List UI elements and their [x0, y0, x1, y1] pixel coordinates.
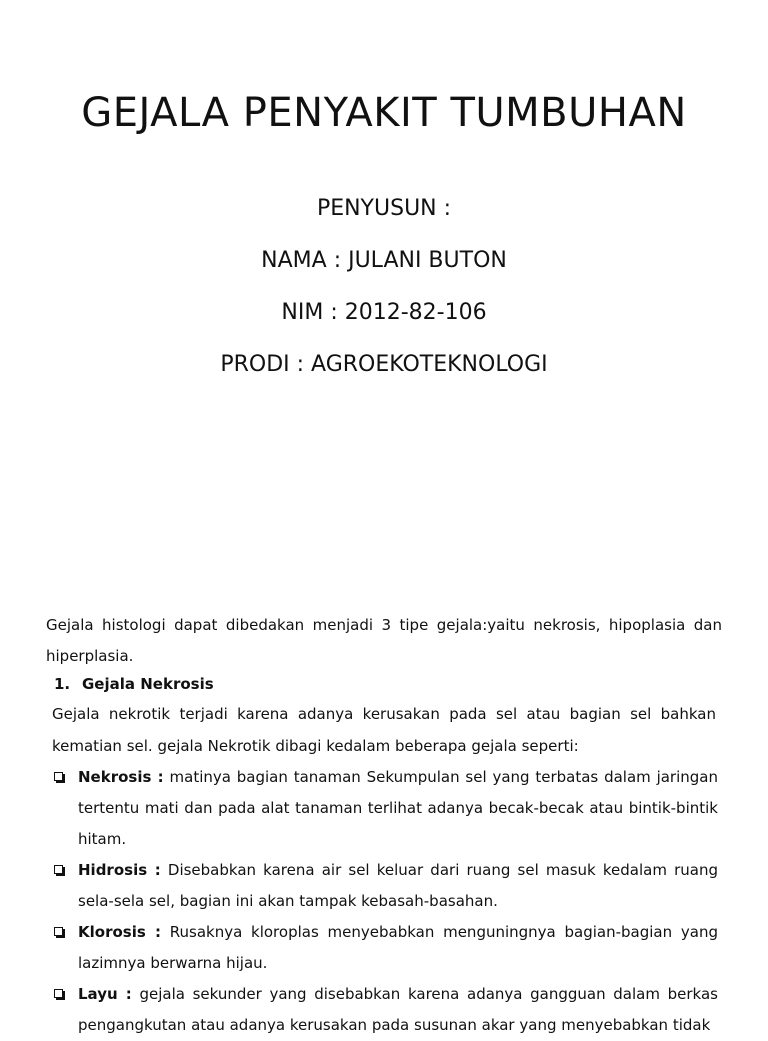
checkbox-bullet-icon [54, 772, 63, 781]
list-item [52, 979, 718, 1041]
document-title: GEJALA PENYAKIT TUMBUHAN [81, 90, 687, 136]
checkbox-bullet-icon [54, 927, 63, 936]
item-text: matinya bagian tanaman Sekumpulan sel yang terbatas dalam jaringan tertentu mati dan pada alat tanaman terlihat adanya becak-becak atau bintik-bintik hitam. [78, 768, 718, 848]
author-nim: NIM : 2012-82-106 [281, 300, 487, 325]
section-number: 1. [54, 675, 71, 693]
symptom-list [52, 762, 718, 1041]
section-description: Gejala nekrotik terjadi karena adanya kerusakan pada sel atau bagian sel bahkan kematian sel. gejala Nekrotik dibagi kedalam beberapa gejala seperti: [52, 705, 716, 755]
section-heading [54, 672, 214, 696]
checkbox-bullet-icon [54, 989, 63, 998]
item-text: gejala sekunder yang disebabkan karena adanya gangguan dalam berkas pengangkutan atau adanya kerusakan pada susunan akar yang menyebabkan tidak [78, 985, 718, 1034]
author-block [0, 196, 768, 404]
item-term: Nekrosis : [78, 768, 164, 786]
list-item [52, 855, 718, 917]
list-item [52, 917, 718, 979]
item-text: Rusaknya kloroplas menyebabkan menguningnya bagian-bagian yang lazimnya berwarna hijau. [78, 923, 718, 972]
author-name: NAMA : JULANI BUTON [261, 248, 507, 273]
list-item [52, 762, 718, 855]
checkbox-bullet-icon [54, 865, 63, 874]
author-prodi: PRODI : AGROEKOTEKNOLOGI [220, 352, 548, 377]
item-term: Klorosis : [78, 923, 161, 941]
intro-paragraph: Gejala histologi dapat dibedakan menjadi 3 tipe gejala:yaitu nekrosis, hipoplasia dan hiperplasia. [46, 616, 722, 665]
author-heading: PENYUSUN : [316, 196, 452, 221]
item-term: Hidrosis : [78, 861, 161, 879]
item-term: Layu : [78, 985, 132, 1003]
section-title: Gejala Nekrosis [82, 675, 214, 693]
item-text: Disebabkan karena air sel keluar dari ruang sel masuk kedalam ruang sela-sela sel, bagian ini akan tampak kebasah-basahan. [78, 861, 718, 910]
